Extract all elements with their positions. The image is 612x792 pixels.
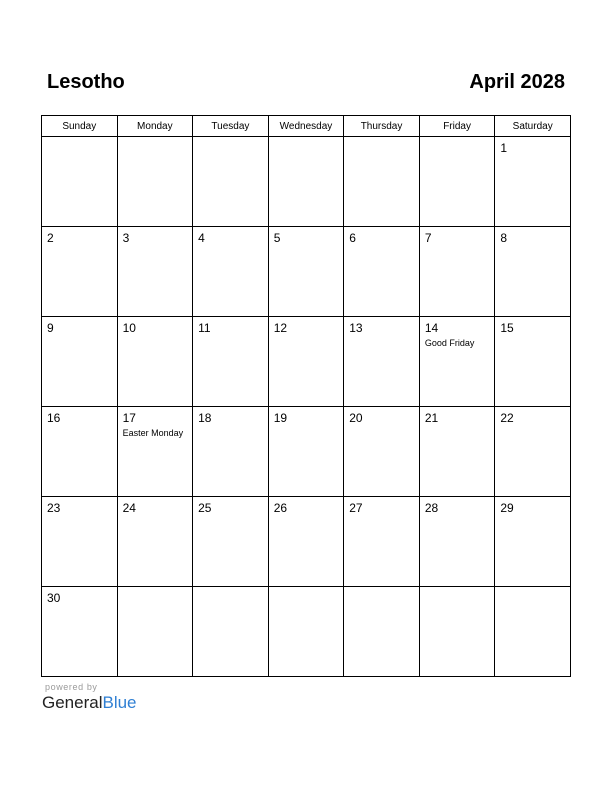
day-number: 16 [47, 411, 61, 425]
weekday-tuesday: Tuesday [193, 116, 269, 137]
calendar-day-cell [42, 497, 118, 587]
calendar-day-cell [42, 227, 118, 317]
day-number: 30 [47, 591, 61, 605]
weekday-wednesday: Wednesday [268, 116, 344, 137]
calendar-day-cell [193, 587, 269, 677]
calendar-day-cell [268, 497, 344, 587]
day-number: 29 [500, 501, 514, 515]
calendar-day-cell [344, 587, 420, 677]
calendar-week-row [42, 317, 571, 407]
calendar-day-cell [193, 497, 269, 587]
day-number: 8 [500, 231, 508, 245]
day-number: 17 [122, 411, 136, 425]
day-number: 25 [198, 501, 212, 515]
calendar-week-row [42, 227, 571, 317]
brand-part-general: General [42, 693, 103, 712]
day-number: 21 [424, 411, 439, 425]
calendar-day-cell [193, 317, 269, 407]
day-number: 6 [349, 231, 356, 245]
day-number: 3 [122, 231, 130, 245]
day-number: 12 [273, 321, 288, 335]
calendar-day-cell [344, 497, 420, 587]
month-year-title: April 2028 [469, 71, 565, 93]
day-number: 24 [122, 501, 136, 515]
calendar-day-cell [193, 407, 269, 497]
day-number: 13 [349, 321, 363, 335]
calendar-day-cell [419, 137, 495, 227]
weekday-friday: Friday [419, 116, 495, 137]
day-number: 4 [198, 231, 205, 245]
calendar-day-cell [268, 137, 344, 227]
calendar-day-cell [495, 407, 571, 497]
day-number: 15 [500, 321, 514, 335]
calendar-day-cell [419, 407, 495, 497]
day-number: 5 [273, 231, 281, 245]
day-number: 11 [198, 321, 211, 335]
day-number: 1 [500, 141, 508, 155]
calendar-day-cell [42, 407, 118, 497]
country-title: Lesotho [47, 71, 125, 93]
day-number: 19 [273, 411, 288, 425]
calendar-day-cell [495, 317, 571, 407]
calendar-day-cell [117, 587, 193, 677]
day-number: 23 [47, 501, 61, 515]
holiday-label: Easter Monday [122, 428, 184, 438]
calendar-week-row [42, 137, 571, 227]
day-number: 10 [122, 321, 136, 335]
calendar-day-cell [268, 407, 344, 497]
day-number: 26 [273, 501, 288, 515]
brand-part-blue: Blue [102, 693, 137, 712]
day-number: 14 [424, 321, 439, 335]
calendar-week-row [42, 497, 571, 587]
day-number: 7 [424, 231, 432, 245]
calendar-day-cell [193, 137, 269, 227]
powered-by-label: powered by [45, 682, 98, 692]
day-number: 22 [500, 411, 514, 425]
weekday-monday: Monday [117, 116, 193, 137]
calendar-day-cell [419, 317, 495, 407]
calendar-day-cell [344, 227, 420, 317]
day-number: 2 [47, 231, 54, 245]
calendar-day-cell [495, 137, 571, 227]
day-number: 20 [349, 411, 363, 425]
holiday-label: Good Friday [424, 338, 475, 348]
calendar-day-cell [344, 137, 420, 227]
calendar-day-cell [42, 587, 118, 677]
calendar-day-cell [419, 497, 495, 587]
calendar-day-cell [193, 227, 269, 317]
calendar-day-cell [419, 587, 495, 677]
weekday-thursday: Thursday [344, 116, 420, 137]
calendar-day-cell [419, 227, 495, 317]
calendar-day-cell [268, 317, 344, 407]
calendar-day-cell [495, 227, 571, 317]
calendar-week-row [42, 587, 571, 677]
calendar-day-cell [42, 317, 118, 407]
day-number: 27 [349, 501, 363, 515]
weekday-saturday: Saturday [495, 116, 571, 137]
calendar-day-cell [344, 407, 420, 497]
calendar-day-cell [117, 317, 193, 407]
calendar-day-cell [268, 227, 344, 317]
calendar-day-cell [117, 137, 193, 227]
weekday-header-row [42, 116, 571, 137]
day-number: 9 [47, 321, 54, 335]
calendar-week-row [42, 407, 571, 497]
day-number: 18 [198, 411, 212, 425]
calendar-day-cell [117, 497, 193, 587]
calendar-day-cell [42, 137, 118, 227]
generalblue-logo[interactable] [42, 693, 137, 713]
calendar-day-cell [117, 407, 193, 497]
weekday-sunday: Sunday [42, 116, 118, 137]
calendar-day-cell [268, 587, 344, 677]
calendar-day-cell [117, 227, 193, 317]
calendar-day-cell [495, 497, 571, 587]
calendar-grid [41, 115, 571, 677]
day-number: 28 [424, 501, 439, 515]
calendar-day-cell [495, 587, 571, 677]
calendar-day-cell [344, 317, 420, 407]
